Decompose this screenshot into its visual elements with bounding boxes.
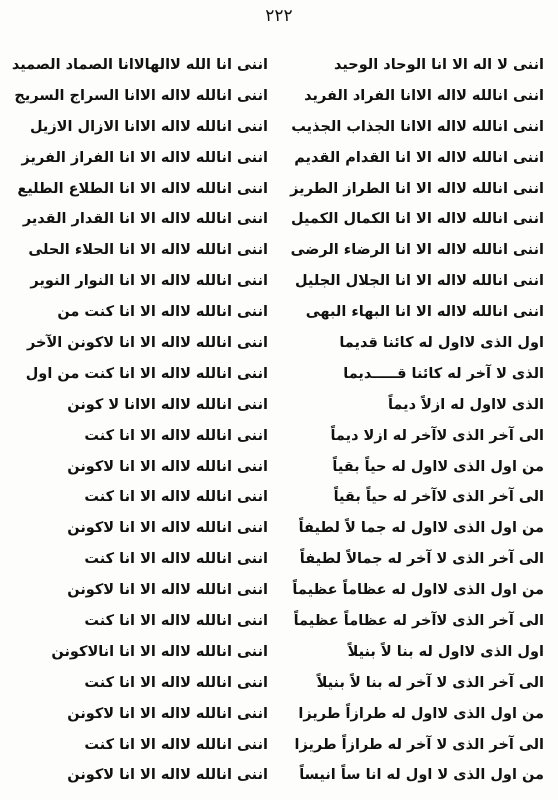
text-line: من اول الذی لا اول له انا ساً انیساً xyxy=(299,767,544,784)
text-line: اننی انا الله لاالهالاانا الصماد الصمید xyxy=(11,57,268,73)
text-line: اننی انالله لااله الا انا لاکونن xyxy=(67,582,268,599)
text-line: اننی انالله لااله الا انا لاکونن xyxy=(67,705,268,722)
text-line: اننی لا اله الا انا الوحاد الوحید xyxy=(333,57,544,73)
text-line: اننی انالله لااله الا انا کنت من اول xyxy=(25,365,268,382)
text-line: اول الذی لااول له کائنا قدیما xyxy=(339,335,544,352)
text-line: اننی انالله لااله الا انا لاکونن xyxy=(67,520,268,537)
text-line: اننی انالله لااله الا انا کنت xyxy=(84,427,268,444)
text-line: اننی انالله لااله الاانا الازال الازیل xyxy=(29,118,268,135)
text-line: الی آخر الذی لا آخر له جمالاً لطیفاً xyxy=(299,551,544,568)
text-line: اننی انالله لااله الا انا القدام القدیم xyxy=(294,149,544,166)
text-line: اننی انالله لااله الاانا السراج السریج xyxy=(14,87,268,104)
text-line: الی آخر الذی لاآخر له عظاماً عظیماً xyxy=(293,613,544,630)
text-line: اننی انالله لااله الا انا کنت xyxy=(84,674,268,691)
text-line: اننی انالله لااله الا انا الرضاء الرضی xyxy=(290,242,544,259)
text-line: اننی انالله لااله الا انا کنت xyxy=(84,489,268,506)
text-line: من اول الذی لااول له عظاماً عظیماً xyxy=(292,582,544,599)
text-line: اننی انالله لااله الا انا الطلاع الطلیع xyxy=(17,180,268,197)
text-line: اننی انالله لااله الا انا کنت xyxy=(84,551,268,568)
text-line: اننی انالله لااله الاانا لا کونن xyxy=(67,396,268,413)
text-line: اننی انالله لااله الا انا الحلاء الحلی xyxy=(28,242,268,259)
text-line: من اول الذی لااول له طرازاً طریزا xyxy=(298,705,544,722)
text-line: اننی انالله لااله الا انا الطراز الطریز xyxy=(290,180,544,197)
text-line: الذی لااول له ازلاً دیماً xyxy=(387,396,544,413)
page-number: ٢٢٢ xyxy=(265,6,293,26)
text-line: اننی انالله لااله الا انا لاکونن xyxy=(67,458,268,475)
text-line: الی آخر الذی لاآخر له ازلا دیماً xyxy=(330,427,544,444)
text-line: الذی لا آخر له کائنا قـــــدیما xyxy=(343,365,544,382)
text-line: الی آخر الذی لاآخر له حیاً بقیاً xyxy=(333,489,544,506)
text-line: اننی انالله لااله الا انا کنت xyxy=(84,613,268,630)
text-line: من اول الذی لااول له حیاً بقیاً xyxy=(332,458,544,475)
text-line: اننی انالله لااله الا انا الفراز الفریز xyxy=(21,149,268,166)
text-line: اننی انالله لااله الا انا لاکونن الآخر xyxy=(27,335,268,352)
text-line: اننی انالله لااله الا انا النوار النویر xyxy=(30,273,268,290)
text-line: اول الذی لااول له بنا لاً بنیلاً xyxy=(347,643,544,660)
left-column xyxy=(6,50,268,791)
text-line: الی آخر الذی لا آخر له بنا لاً بنیلاً xyxy=(316,674,544,691)
text-line: اننی انالله لااله الا انا لاکونن xyxy=(67,767,268,784)
text-line: اننی انالله لااله الاانا الجذاب الجذیب xyxy=(291,118,544,135)
text-line: اننی انالله لااله الا انا کنت من xyxy=(57,304,268,321)
text-line: اننی انالله لااله الا انا البهاء البهی xyxy=(305,304,544,321)
text-line: اننی انالله لااله الاانا الفراد الفرید xyxy=(304,87,544,104)
text-line: من اول الذی لااول له جما لاً لطیفاً xyxy=(298,520,544,537)
text-line: اننی انالله لااله الا انا الکمال الکمیل xyxy=(291,211,544,228)
right-column xyxy=(282,50,544,791)
text-line: اننی انالله لااله الا انا الجلال الجلیل xyxy=(294,273,544,290)
text-line: اننی انالله لااله الا انا القدار القدیر xyxy=(22,211,268,228)
text-line: اننی انالله لااله الا انا کنت xyxy=(84,736,268,753)
text-line: الی آخر الذی لا آخر له طرازاً طریزا xyxy=(294,736,544,753)
text-line: اننی انالله لااله الا انا انالاکونن xyxy=(51,643,268,660)
